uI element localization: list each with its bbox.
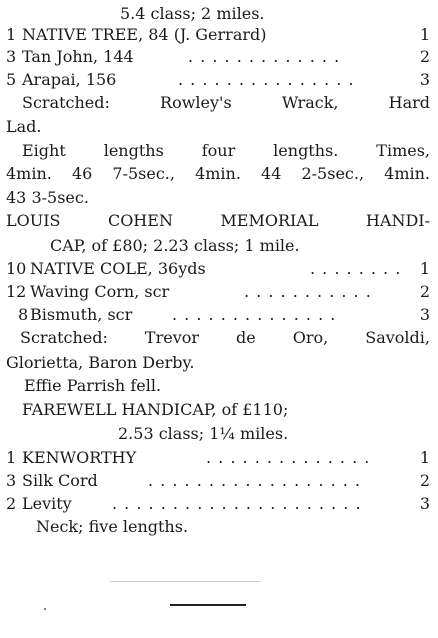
race1-times: 4min. 46 7-5sec., 4min. 44 2-5sec., 4min. [6, 164, 430, 183]
section-divider-rule [170, 604, 246, 606]
race2-note: Effie Parrish fell. [24, 376, 162, 395]
entry-number: 12 [6, 282, 27, 301]
race1-scratched: Scratched: Rowley's Wrack, Hard [22, 93, 430, 112]
entry-number: 8 [18, 305, 29, 324]
entry-number: 1 [6, 25, 17, 44]
entry-place: 1 [419, 25, 430, 44]
race1-header: 5.4 class; 2 miles. [120, 4, 265, 23]
race2-entry-1 [0, 258, 438, 280]
race1-result: Eight lengths four lengths. Times, [22, 141, 430, 160]
entry-number: 3 [6, 471, 17, 490]
entry-number: 1 [6, 448, 17, 467]
entry-name: NATIVE COLE, 36yds [30, 259, 206, 278]
entry-place: 3 [419, 70, 430, 89]
entry-name: KENWORTHY [22, 448, 137, 467]
race1-entry-2 [0, 46, 438, 68]
entry-name: Bismuth, scr [30, 305, 133, 324]
leader-dots: . . . . . . . . . . . . . . . [178, 70, 355, 89]
leader-dots: . . . . . . . . . . . . . . . . . . [148, 471, 362, 490]
entry-number: 2 [6, 494, 17, 513]
race2-entry-2 [0, 281, 438, 303]
entry-place: 2 [419, 47, 430, 66]
entry-number: 10 [6, 259, 27, 278]
leader-dots: . . . . . . . . . . . [244, 282, 372, 301]
entry-place: 3 [419, 494, 430, 513]
race2-entry-3 [0, 304, 438, 326]
faint-divider [110, 581, 260, 582]
leader-dots: . . . . . . . . [310, 259, 402, 278]
entry-place: 2 [419, 471, 430, 490]
race3-title: FAREWELL HANDICAP, of £110; [22, 400, 289, 419]
race2-scratched-cont: Glorietta, Baron Derby. [6, 353, 195, 372]
leader-dots: . . . . . . . . . . . . . . . . . . . . . [112, 494, 362, 513]
entry-place: 2 [419, 282, 430, 301]
race2-title: LOUIS COHEN MEMORIAL HANDI- [6, 211, 430, 230]
ink-speck [44, 608, 46, 610]
entry-name: Tan John, 144 [22, 47, 134, 66]
race1-scratched-cont: Lad. [6, 117, 42, 136]
entry-number: 5 [6, 70, 17, 89]
race1-entry-3 [0, 69, 438, 91]
race3-entry-2 [0, 470, 438, 492]
race3-subtitle: 2.53 class; 1¼ miles. [118, 424, 289, 443]
race3-result: Neck; five lengths. [36, 517, 189, 536]
entry-name: NATIVE TREE, 84 (J. Gerrard) [22, 25, 267, 44]
entry-place: 1 [419, 259, 430, 278]
entry-name: Arapai, 156 [22, 70, 117, 89]
race3-entry-1 [0, 447, 438, 469]
entry-name: Silk Cord [22, 471, 98, 490]
entry-place: 3 [419, 305, 430, 324]
leader-dots: . . . . . . . . . . . . . [188, 47, 341, 66]
entry-name: Waving Corn, scr [30, 282, 170, 301]
race3-entry-3 [0, 493, 438, 515]
leader-dots: . . . . . . . . . . . . . . [172, 305, 337, 324]
entry-number: 3 [6, 47, 17, 66]
entry-place: 1 [419, 448, 430, 467]
entry-name: Levity [22, 494, 72, 513]
race1-entry-1 [0, 24, 438, 46]
race2-title-cont: CAP, of £80; 2.23 class; 1 mile. [50, 236, 300, 255]
race1-times-cont: 43 3-5sec. [6, 188, 89, 207]
race2-scratched: Scratched: Trevor de Oro, Savoldi, [20, 328, 430, 347]
leader-dots: . . . . . . . . . . . . . . [206, 448, 371, 467]
